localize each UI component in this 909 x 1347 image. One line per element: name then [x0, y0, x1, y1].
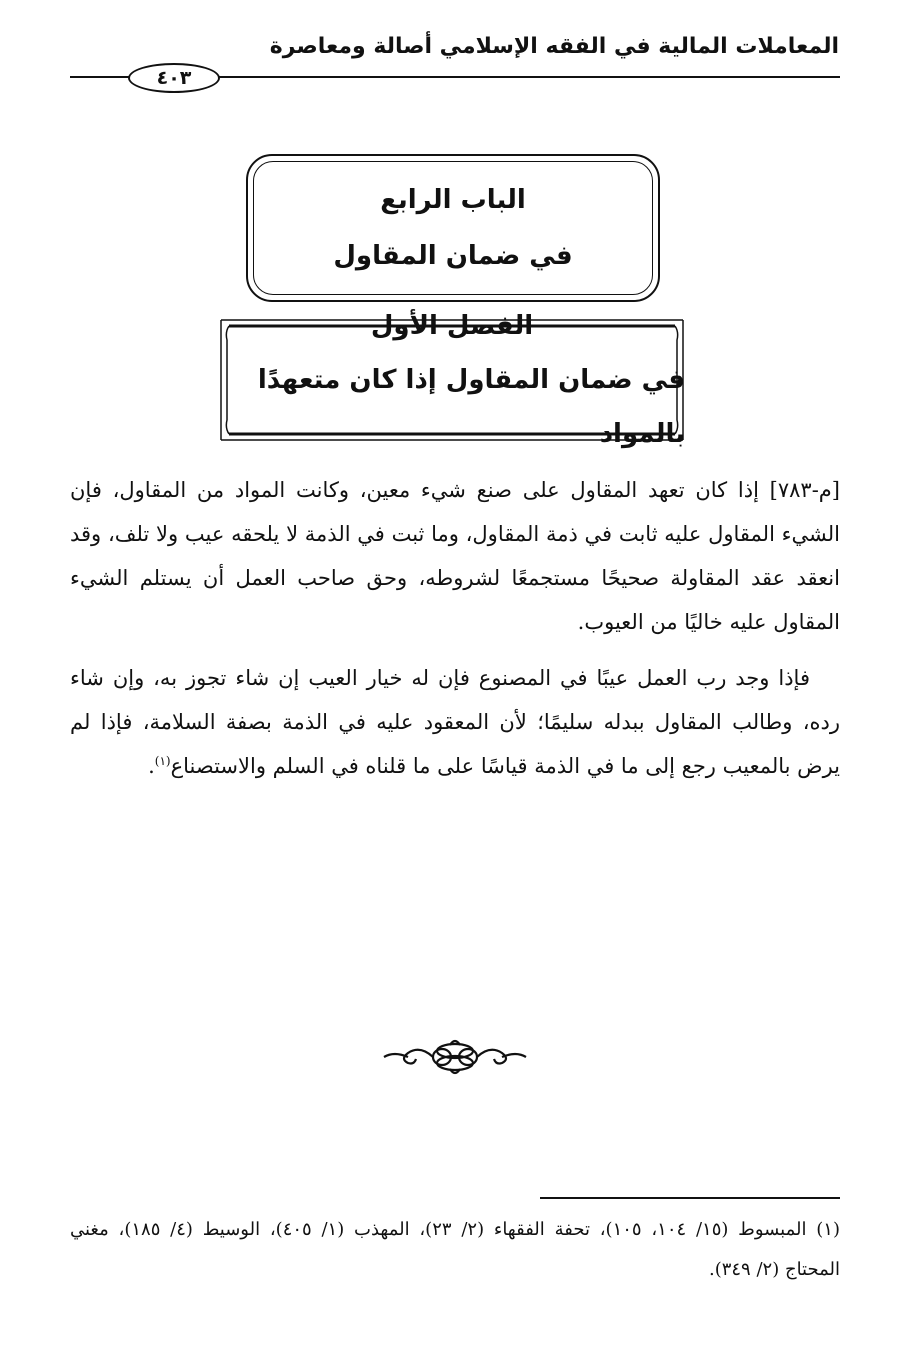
chapter-title: الباب الرابع	[380, 185, 526, 215]
chapter-heading-inner	[253, 161, 653, 295]
body-text	[70, 468, 840, 800]
scroll-flourish-icon	[380, 1035, 530, 1083]
paragraph-2-text: فإذا وجد رب العمل عيبًا في المصنوع فإن له خيار العيب إن شاء تجوز به، وإن شاء رده، وطالب المقاول ببدله سليمًا؛ لأن المعقود عليه في الذمة بصفة السلامة، فإذا لم يرض بالمعيب رجع إلى ما في الذمة قياسًا على ما قلناه في السلم والاستصناع	[70, 666, 840, 778]
footnote-1: (١) المبسوط (١٥/ ١٠٤، ١٠٥)، تحفة الفقهاء (٢/ ٢٣)، المهذب (١/ ٤٠٥)، الوسيط (٤/ ١٨٥)، مغني المحتاج (٢/ ٣٤٩).	[70, 1219, 840, 1280]
section-title: الفصل الأول	[370, 311, 534, 341]
footnote-marker: (١)	[154, 754, 171, 768]
paragraph-2-end: .	[148, 754, 155, 778]
footnote-rule	[540, 1197, 840, 1199]
section-subtitle: في ضمان المقاول إذا كان متعهدًا بالمواد	[257, 365, 685, 449]
paragraph-2	[70, 656, 840, 788]
paragraph-1: [م-٧٨٣] إذا كان تعهد المقاول على صنع شيء معين، وكانت المواد من المقاول، فإن الشيء المقاول عليه ثابت في ذمة المقاول، وما ثبت في الذمة لا يلحقه عيب ولا تلف، وقد انعقد عقد المقاولة صحيحًا مستجمعًا لشروطه، وحق صاحب العمل أن يستلم الشيء المقاول عليه خاليًا من العيوب.	[70, 478, 840, 634]
chapter-heading-box	[246, 154, 660, 302]
page-number: ٤٠٣	[128, 63, 220, 93]
section-text	[219, 311, 685, 449]
section-heading-box	[219, 311, 685, 449]
running-title: المعاملات المالية في الفقه الإسلامي أصالة ومعاصرة	[269, 34, 839, 59]
chapter-subtitle: في ضمان المقاول	[333, 241, 573, 271]
